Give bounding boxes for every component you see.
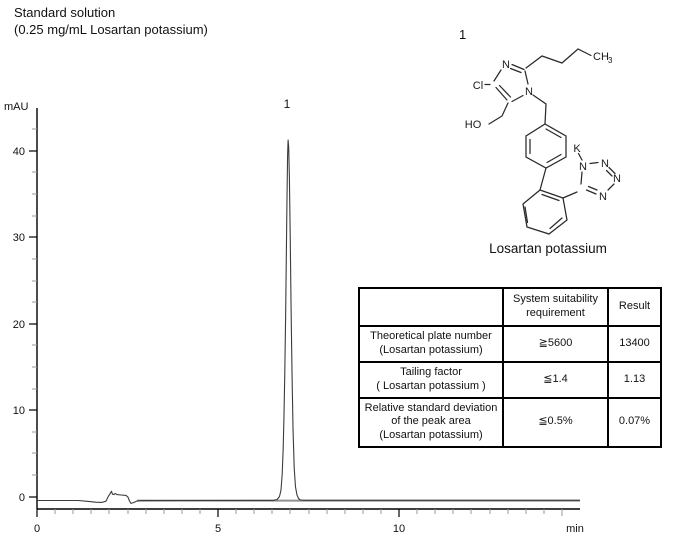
y-tick-label-0: 0 [18,492,25,504]
tetrazole-n2-label: N [601,158,609,170]
system-suitability-table-wrap [358,287,662,448]
x-tick-label-5: 5 [214,523,222,535]
requirement-cell: ≦1.4 [503,362,608,398]
chlorine-label: Cl [472,80,484,92]
y-tick-label-10: 10 [12,405,25,417]
parameter-cell [359,362,503,398]
parameter-cell [359,398,503,447]
table-header-row [359,288,661,326]
x-tick-labels [34,523,584,535]
parameter-line: (Losartan potassium) [379,344,483,356]
x-tick-label-0: 0 [33,523,41,535]
header-parameter-cell [359,288,503,326]
x-axis-minor-ticks [55,509,562,516]
peak-1-label: 1 [283,97,291,111]
y-tick-label-40: 40 [12,146,25,158]
tetrazole-n3-label: N [613,173,621,185]
imidazole-n3-label: N [502,59,510,71]
x-axis-unit-label: min [566,523,584,535]
parameter-line: ( Losartan potassium ) [376,379,486,392]
parameter-line: Tailing factor [400,366,462,378]
tetrazole-n1-label: N [579,161,587,173]
table-row [359,362,661,398]
sample-title-line2: (0.25 mg/mL Losartan potassium) [14,22,208,37]
y-axis-major-ticks [29,151,37,497]
x-tick-label-10: 10 [392,523,406,535]
result-cell: 0.07% [608,398,661,447]
structure-index-label: 1 [459,27,467,42]
table-row [359,326,661,362]
system-suitability-table [358,287,662,448]
potassium-label: K [573,143,581,155]
hydroxyl-label: HO [464,119,482,131]
requirement-cell: ≦0.5% [503,398,608,447]
header-result-cell: Result [608,288,661,326]
tetrazole-n4-label: N [599,191,607,203]
header-requirement-cell: System suitability requirement [503,288,608,326]
result-cell: 13400 [608,326,661,362]
y-tick-label-30: 30 [12,232,25,244]
imidazole-n1-label: N [525,86,533,98]
y-axis-unit-label: mAU [4,101,29,113]
parameter-cell [359,326,503,362]
sample-title-line1: Standard solution [14,5,116,20]
y-tick-labels [13,146,25,504]
parameter-line: of the peak area [391,415,471,428]
result-cell: 1.13 [608,362,661,398]
table-row [359,398,661,447]
y-axis-minor-ticks [32,129,37,475]
requirement-cell: ≧5600 [503,326,608,362]
methyl-label: CH [593,51,609,63]
parameter-line: Relative standard deviation [364,401,498,414]
y-tick-label-20: 20 [12,319,25,331]
structure-caption: Losartan potassium [489,241,607,256]
methyl-subscript: 3 [608,56,613,65]
parameter-line: Theoretical plate number [370,330,492,343]
parameter-line: (Losartan potassium) [379,429,483,441]
